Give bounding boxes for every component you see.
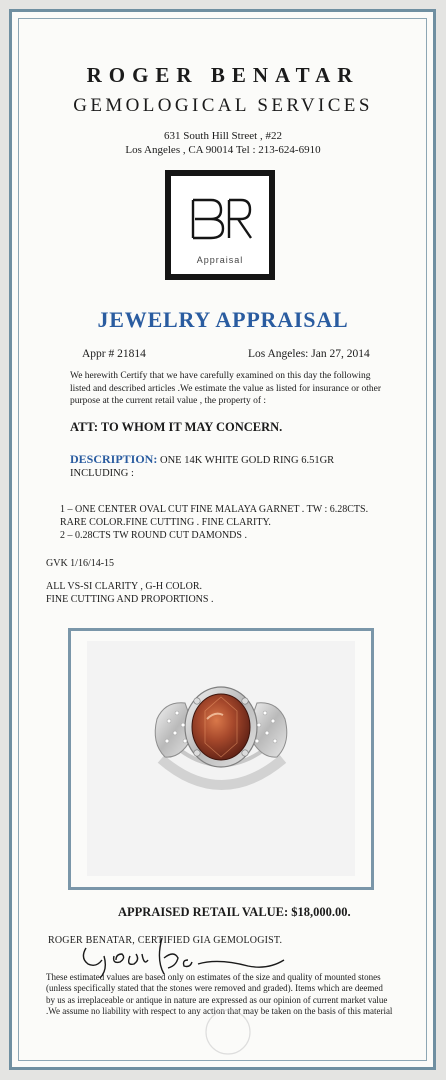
appraisal-location-date: Los Angeles: Jan 27, 2014 [248, 348, 370, 360]
clarity-notes [46, 581, 376, 606]
ring-photo-frame [68, 628, 374, 890]
appraised-retail-value: APPRAISED RETAIL VALUE: $18,000.00. [118, 905, 351, 919]
clarity-line: ALL VS-SI CLARITY , G-H COLOR. [46, 581, 203, 592]
description-block [70, 453, 390, 480]
list-item: 2 – 0.28CTS TW ROUND CUT DAMONDS . [60, 530, 247, 541]
company-services: GEMOLOGICAL SERVICES [73, 95, 373, 116]
description-text: ONE 14K WHITE GOLD RING 6.51GR INCLUDING : [70, 455, 335, 479]
company-name: ROGER BENATAR [86, 63, 360, 87]
cutting-line: FINE CUTTING AND PROPORTIONS . [46, 593, 214, 605]
certification-intro: We herewith Certify that we have carefully examined on this day the following listed and described articles .We estimate the value as listed for insurance or other purpose at the current retail value , the property of : [70, 371, 382, 406]
appraiser-name: ROGER BENATAR, CERTIFIED GIA GEMOLOGIST. [48, 935, 283, 946]
reference-code: GVK 1/16/14-15 [46, 558, 115, 569]
br-appraisal-logo [165, 170, 275, 280]
garnet-ring-image [87, 641, 355, 876]
list-item: 1 – ONE CENTER OVAL CUT FINE MALAYA GARNET . TW : 6.28CTS. RARE COLOR.FINE CUTTING . FINE CLARITY. [60, 504, 369, 528]
address-line-1: 631 South Hill Street , #22 [164, 130, 282, 142]
br-monogram-icon [187, 192, 253, 246]
watermark-seal [188, 1006, 268, 1056]
description-label: DESCRIPTION: [70, 452, 158, 466]
logo-caption: Appraisal [196, 255, 244, 265]
ring-photo [87, 641, 355, 876]
item-list [60, 503, 390, 542]
attention-line: ATT: TO WHOM IT MAY CONCERN. [70, 420, 283, 434]
document-title: JEWELRY APPRAISAL [97, 307, 349, 332]
appraisal-number: Appr # 21814 [82, 348, 146, 360]
address-line-2: Los Angeles , CA 90014 Tel : 213-624-6910 [125, 144, 321, 156]
disclaimer-text: These estimated values are based only on estimates of the size and quality of mounted stones (unless specifically stated that the stones were removed and graded). Items which are deemed by us as irreplaceable or antique in nature are expressed as our opinion of current market value .We assume no liability with respect to any action that may be taken on the basis of this material [46, 972, 393, 1016]
